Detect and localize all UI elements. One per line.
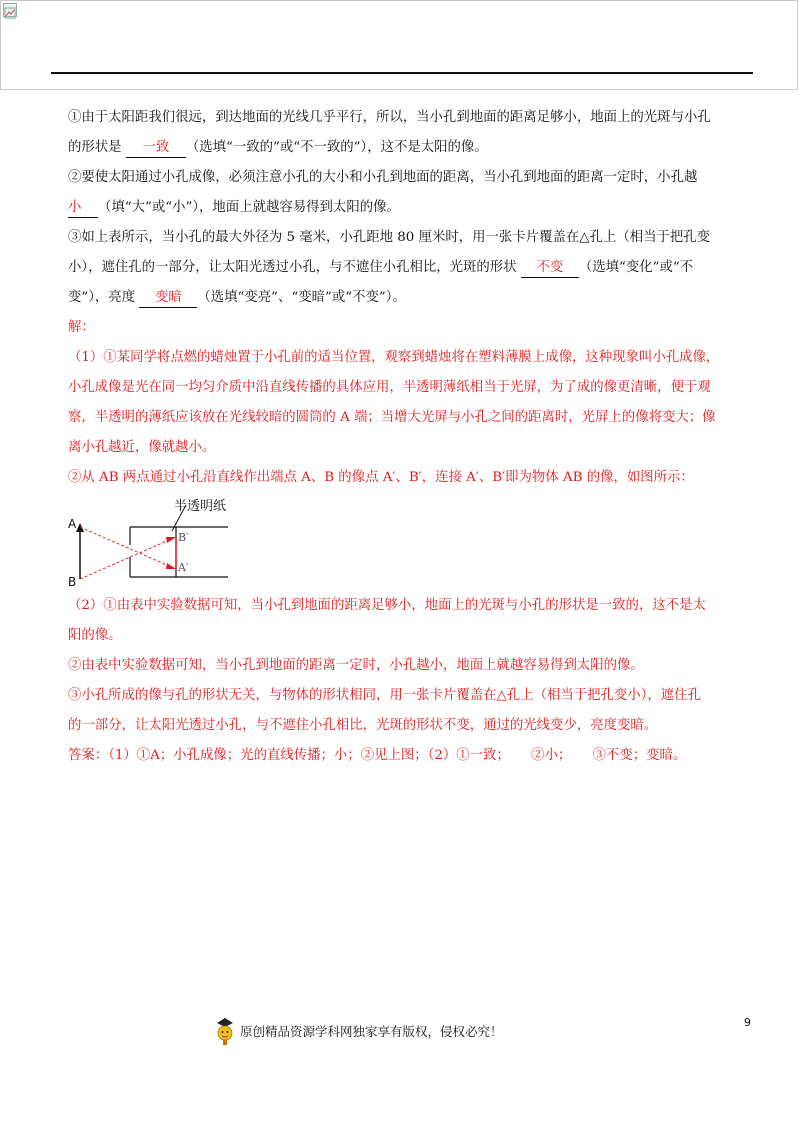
solution-line: 小孔成像是光在同一均匀介质中沿直线传播的具体应用，半透明薄纸相当于光屏，为了成的像更清晰，便于观 [68, 380, 711, 395]
answer-line: 答案：（1）①A；小孔成像；光的直线传播；小；②见上图；（2）①一致； ②小； ③不变；变暗。 [68, 748, 687, 763]
question-line-3: ②要使太阳通过小孔成像，必须注意小孔的大小和小孔到地面的距离，当小孔到地面的距离一定时，小孔越 [68, 170, 698, 185]
line-text: 小），遮住孔的一部分，让太阳光透过小孔，与不遮住小孔相比，光斑的形状 [68, 260, 517, 275]
line-text: （选填“变化”或“不 [578, 260, 694, 275]
label-a: A [68, 517, 77, 531]
answer-blank: 一致 [126, 139, 186, 158]
line-text: （选填“变亮”、“变暗”或“不变”）。 [197, 290, 406, 305]
mascot-icon [214, 1016, 236, 1046]
page-footer [214, 1016, 503, 1056]
broken-image-icon [3, 3, 17, 17]
question-line-4 [68, 193, 758, 223]
solution-line: （1）①某同学将点燃的蜡烛置于小孔前的适当位置，观察到蜡烛将在塑料薄膜上成像，这种现象叫小孔成像， [68, 350, 720, 365]
page-header [0, 0, 798, 90]
document-body [68, 103, 758, 771]
line-text: 的形状是 [68, 140, 122, 155]
solution-line: ②由表中实验数据可知，当小孔到地面的距离一定时，小孔越小，地面上就越容易得到太阳的像。 [68, 658, 644, 673]
question-line-5: ③如上表所示，当小孔的最大外径为 5 毫米，小孔距地 80 厘米时，用一张卡片覆盖在△孔上（相当于把孔变 [68, 230, 711, 245]
solution-line: 阳的像。 [68, 628, 122, 643]
label-b: B [68, 575, 77, 589]
figure-caption: 半透明纸 [174, 499, 227, 514]
pinhole-diagram [68, 499, 248, 589]
line-text: （选填“一致的”或“不一致的”），这不是太阳的像。 [185, 140, 488, 155]
solution-heading: 解： [68, 320, 95, 335]
solution-line: ②从 AB 两点通过小孔沿直线作出端点 A、B 的像点 A′、B′，连接 A′、B′即为物体 AB 的像，如图所示： [68, 470, 694, 485]
solution-line: （2）①由表中实验数据可知，当小孔到地面的距离足够小，地面上的光斑与小孔的形状是一致的，这不是太 [68, 598, 706, 613]
line-text: 变”），亮度 [68, 290, 136, 305]
question-line-6 [68, 253, 758, 283]
line-text: （填“大”或“小”），地面上就越容易得到太阳的像。 [98, 200, 400, 215]
page-number: 9 [744, 1016, 751, 1029]
question-line-1: ①由于太阳距我们很远，到达地面的光线几乎平行，所以，当小孔到地面的距离足够小，地面上的光斑与小孔 [68, 110, 711, 125]
solution-line: 察，半透明的薄纸应该放在光线较暗的圆筒的 A 端；当增大光屏与小孔之间的距离时，光屏上的像将变大；像 [68, 410, 716, 425]
label-a-image: A′ [178, 561, 189, 574]
solution-line: 的一部分，让太阳光透过小孔，与不遮住小孔相比，光斑的形状不变，通过的光线变少，亮度变暗。 [68, 718, 658, 733]
copyright-text: 原创精品资源学科网独家享有版权，侵权必究！ [239, 1024, 503, 1039]
label-b-image: B′ [178, 531, 189, 544]
solution-line: 离小孔越近，像就越小。 [68, 440, 216, 455]
answer-blank: 不变 [521, 259, 579, 278]
question-line-7 [68, 283, 758, 313]
solution-line: ③小孔所成的像与孔的形状无关，与物体的形状相同，用一张卡片覆盖在△孔上（相当于把孔变小），遮住孔 [68, 688, 701, 703]
answer-blank: 小 [68, 199, 98, 218]
answer-blank: 变暗 [139, 289, 197, 308]
header-rule [51, 72, 753, 74]
question-line-2 [68, 133, 758, 163]
